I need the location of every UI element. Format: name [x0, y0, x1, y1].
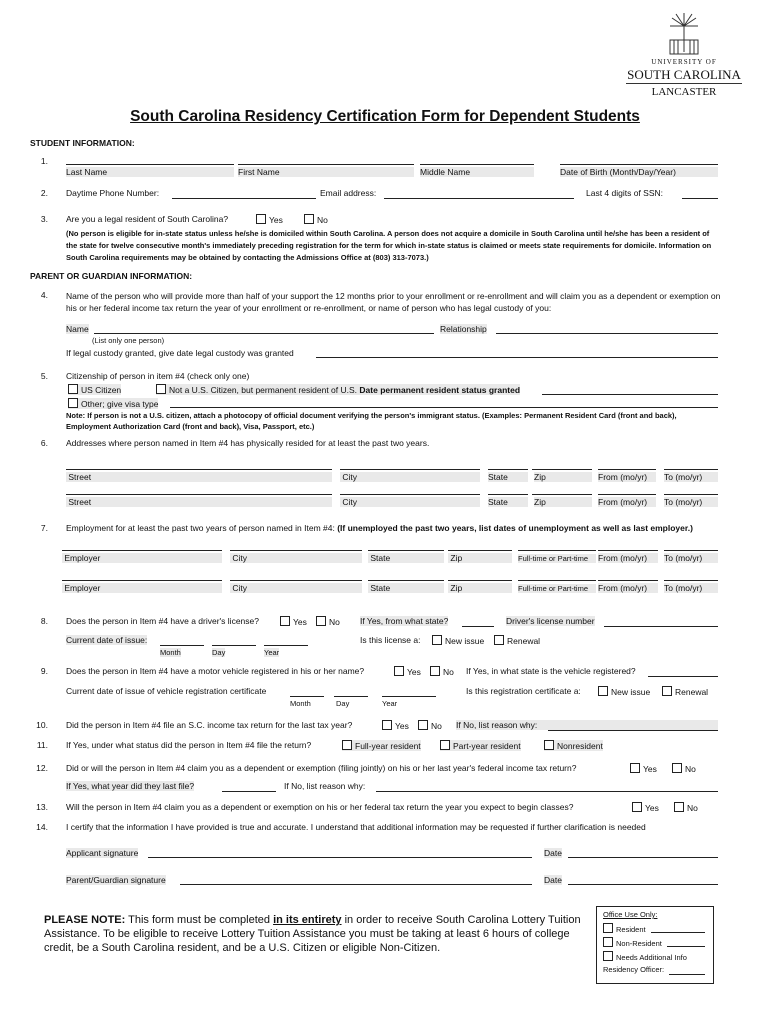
- q9-yes[interactable]: [394, 666, 421, 677]
- dob-label: Date of Birth (Month/Day/Year): [560, 167, 718, 177]
- item-number: 6.: [40, 438, 48, 448]
- street-label: [66, 472, 332, 482]
- email-label: Email address:: [320, 188, 377, 198]
- other-visa-label: Other; give visa type: [81, 399, 159, 409]
- license-renewal[interactable]: [494, 635, 540, 646]
- street-field[interactable]: [66, 469, 332, 470]
- reason-field[interactable]: [548, 730, 718, 731]
- checkbox-icon[interactable]: [316, 616, 326, 626]
- full-year-label: Full-year resident: [355, 741, 421, 751]
- q12-yes[interactable]: [630, 763, 657, 774]
- to-label: To (mo/yr): [664, 583, 718, 593]
- day-label: Day: [212, 648, 226, 657]
- state-field[interactable]: [368, 550, 444, 551]
- zip-field[interactable]: [532, 494, 592, 495]
- checkbox-icon[interactable]: [382, 720, 392, 730]
- q13-no[interactable]: [674, 802, 698, 813]
- footer-entirety: in its entirety: [273, 914, 342, 926]
- us-citizen-option[interactable]: [68, 384, 121, 395]
- fulltime-label: Full-time or Part-time: [518, 554, 596, 563]
- q12-text: Did or will the person in Item #4 claim you as a dependent or exemption (filing jointly) on his or her last year's federal income tax return?: [66, 763, 577, 773]
- street-field[interactable]: [66, 494, 332, 495]
- office-needs-info-label: Needs Additional Info: [616, 953, 687, 962]
- custody-date-field[interactable]: [316, 357, 718, 358]
- q13-yes[interactable]: [632, 802, 659, 813]
- q12-no[interactable]: [672, 763, 696, 774]
- q5-text: Citizenship of person in item #4 (check only one): [66, 371, 250, 381]
- q6-text: Addresses where person named in Item #4 has physically resided for at least the past two years.: [66, 438, 430, 448]
- nonresident-option[interactable]: [544, 740, 603, 751]
- q11-text: If Yes, under what status did the person in Item #4 file the return?: [66, 740, 312, 750]
- to-label: To (mo/yr): [664, 497, 718, 507]
- day-field[interactable]: [334, 696, 368, 697]
- no-label: No: [685, 764, 696, 774]
- parent-date-field[interactable]: [568, 884, 718, 885]
- dl-number-label: Driver's license number: [506, 616, 595, 626]
- is-license-label: Is this license a:: [360, 635, 421, 645]
- checkbox-icon[interactable]: [68, 384, 78, 394]
- no-label: No: [443, 667, 454, 677]
- month-field[interactable]: [290, 696, 324, 697]
- checkbox-icon[interactable]: [394, 666, 404, 676]
- renewal-label: Renewal: [675, 687, 709, 697]
- item-number: 14.: [36, 822, 48, 832]
- checkbox-icon[interactable]: [603, 937, 613, 947]
- checkbox-icon[interactable]: [494, 635, 504, 645]
- part-year-label: Part-year resident: [453, 741, 521, 751]
- state-field[interactable]: [368, 580, 444, 581]
- reg-new[interactable]: [598, 686, 650, 697]
- phone-label: Daytime Phone Number:: [66, 188, 160, 198]
- item-number: 13.: [36, 802, 48, 812]
- city-label: [340, 472, 480, 482]
- no-label: No: [317, 215, 328, 225]
- ssn-label: Last 4 digits of SSN:: [586, 188, 664, 198]
- city-field[interactable]: [340, 494, 480, 495]
- to-label: To (mo/yr): [664, 472, 718, 482]
- yes-label: Yes: [293, 617, 307, 627]
- q10-text: Did the person in Item #4 file an S.C. income tax return for the last tax year?: [66, 720, 353, 730]
- yes-label: Yes: [645, 803, 659, 813]
- cur-reg-label: Current date of issue of vehicle registration certificate: [66, 686, 267, 696]
- relationship-label: Relationship: [440, 324, 487, 334]
- note5: Note: If person is not a U.S. citizen, attach a photocopy of official document verifying the person's immigrant status. (Examples: Permanent Resident Card (front and back), Employment Authorization Card (front and back), Visa, Passport, etc.): [66, 411, 677, 431]
- from-field[interactable]: [598, 469, 656, 470]
- university-logo: [614, 12, 754, 102]
- logo-divider: [626, 83, 742, 84]
- vehicle-state-field[interactable]: [648, 676, 718, 677]
- state-field[interactable]: [488, 494, 528, 495]
- zip-field[interactable]: [448, 550, 512, 551]
- item-number: 4.: [40, 290, 48, 300]
- name-label: Name: [66, 324, 89, 334]
- email-field[interactable]: [384, 198, 574, 199]
- from-label: From (mo/yr): [598, 472, 656, 482]
- month-label: Month: [290, 699, 311, 708]
- year-field[interactable]: [382, 696, 436, 697]
- if-no-reason2-label: If No, list reason why:: [284, 781, 366, 791]
- checkbox-icon[interactable]: [156, 384, 166, 394]
- visa-type-field[interactable]: [170, 407, 718, 408]
- palmetto-tree-icon: [664, 12, 704, 56]
- yes-label: Yes: [407, 667, 421, 677]
- month-label: Month: [160, 648, 181, 657]
- state-label: [368, 553, 444, 563]
- q9-text: Does the person in Item #4 have a motor vehicle registered in his or her name?: [66, 666, 365, 676]
- q9-no[interactable]: [430, 666, 454, 677]
- city-label: [230, 553, 362, 563]
- applicant-date-field[interactable]: [568, 857, 718, 858]
- relationship-field[interactable]: [496, 333, 718, 334]
- logo-line1: UNIVERSITY OF: [651, 58, 717, 66]
- no-label: No: [687, 803, 698, 813]
- q8-yes[interactable]: [280, 616, 307, 627]
- item-number: 3.: [40, 214, 48, 224]
- parent-name-field[interactable]: [94, 333, 434, 334]
- office-needs-info[interactable]: [603, 951, 687, 962]
- student-header: STUDENT INFORMATION:: [30, 138, 135, 148]
- no-label: No: [329, 617, 340, 627]
- ssn-field[interactable]: [682, 198, 718, 199]
- resident-yes[interactable]: [256, 214, 283, 225]
- from-label: From (mo/yr): [598, 497, 656, 507]
- checkbox-icon[interactable]: [598, 686, 608, 696]
- day-field[interactable]: [212, 645, 256, 646]
- nonresident-label: Nonresident: [557, 741, 603, 751]
- from-field[interactable]: [598, 494, 656, 495]
- parent-header: PARENT OR GUARDIAN INFORMATION:: [30, 271, 193, 281]
- cur-issue-label: Current date of issue:: [66, 635, 148, 645]
- checkbox-icon[interactable]: [544, 740, 554, 750]
- if-yes-state-label: If Yes, from what state?: [360, 616, 449, 626]
- q14-text: I certify that the information I have provided is true and accurate. I understand that additional information may be requested if further clarification is needed: [66, 822, 646, 832]
- from-field[interactable]: [598, 550, 658, 551]
- reason2-field[interactable]: [376, 791, 718, 792]
- checkbox-icon[interactable]: [68, 398, 78, 408]
- to-field[interactable]: [664, 494, 718, 495]
- city-label: [230, 583, 362, 593]
- checkbox-icon[interactable]: [256, 214, 266, 224]
- employer-text: Employer: [64, 583, 101, 593]
- applicant-signature-field[interactable]: [148, 857, 532, 858]
- city-text: City: [232, 553, 248, 563]
- perm-date-field[interactable]: [542, 394, 718, 395]
- if-no-reason-label: If No, list reason why:: [456, 720, 718, 730]
- dl-number-field[interactable]: [604, 626, 718, 627]
- state-field[interactable]: [488, 469, 528, 470]
- vehicle-state-label: If Yes, in what state is the vehicle registered?: [466, 666, 636, 676]
- checkbox-icon[interactable]: [632, 802, 642, 812]
- office-officer-field[interactable]: [669, 974, 705, 975]
- zip-label: [448, 583, 512, 593]
- item-number: 9.: [40, 666, 48, 676]
- q4-text: Name of the person who will provide more than half of your support the 12 months prior to your enrollment or re-enrollment and will claim you as a dependent or exemption on his or her federal income tax return the year of your enrollment or re-enrollment, or name of person who has legal custody of you:: [66, 291, 721, 313]
- dl-state-field[interactable]: [462, 626, 494, 627]
- item-number: 11.: [36, 740, 48, 750]
- item-number: 5.: [40, 371, 48, 381]
- last-name-label: Last Name: [66, 167, 234, 177]
- office-officer-label: Residency Officer:: [603, 965, 665, 974]
- zip-label: Zip: [534, 497, 592, 507]
- last-name-field[interactable]: [66, 164, 234, 165]
- q10-no[interactable]: [418, 720, 442, 731]
- state-label: State: [488, 497, 528, 507]
- state-text: State: [370, 583, 391, 593]
- yes-label: Yes: [643, 764, 657, 774]
- employer-field[interactable]: [62, 550, 222, 551]
- phone-field[interactable]: [172, 198, 316, 199]
- q7-text: [66, 523, 726, 533]
- checkbox-icon[interactable]: [630, 763, 640, 773]
- checkbox-icon[interactable]: [418, 720, 428, 730]
- from-label: From (mo/yr): [598, 553, 658, 563]
- parent-signature-field[interactable]: [180, 884, 532, 885]
- city-label: [340, 497, 480, 507]
- dob-field[interactable]: [560, 164, 718, 165]
- middle-name-field[interactable]: [420, 164, 534, 165]
- checkbox-icon[interactable]: [304, 214, 314, 224]
- employer-label: [62, 553, 222, 563]
- year-field[interactable]: [264, 645, 308, 646]
- resident-question: Are you a legal resident of South Carolina?: [66, 214, 229, 224]
- date-label: Date: [544, 875, 562, 885]
- city-field[interactable]: [230, 550, 362, 551]
- office-resident-field[interactable]: [651, 932, 705, 933]
- list-one-note: (List only one person): [92, 336, 165, 345]
- zip-label: Zip: [534, 472, 592, 482]
- logo-line3: LANCASTER: [651, 86, 717, 98]
- street-text: Street: [68, 472, 92, 482]
- day-label: Day: [336, 699, 350, 708]
- q10-yes[interactable]: [382, 720, 409, 731]
- from-field[interactable]: [598, 580, 658, 581]
- q7b: (If unemployed the past two years, list dates of unemployment as well as last employer.): [337, 523, 693, 533]
- zip-field[interactable]: [448, 580, 512, 581]
- renewal-label: Renewal: [507, 636, 541, 646]
- other-visa-option[interactable]: [68, 398, 158, 409]
- year-label: Year: [264, 648, 280, 657]
- first-name-label: First Name: [238, 167, 414, 177]
- zip-field[interactable]: [532, 469, 592, 470]
- middle-name-label: Middle Name: [420, 167, 534, 177]
- q7a: Employment for at least the past two years of person named in Item #4:: [66, 523, 335, 533]
- from-label: From (mo/yr): [598, 583, 658, 593]
- item-number: 12.: [36, 763, 48, 773]
- page-title: South Carolina Residency Certification Form for Dependent Students: [130, 108, 640, 125]
- reg-renewal[interactable]: [662, 686, 708, 697]
- office-nonresident[interactable]: [603, 937, 662, 948]
- q13-text: Will the person in Item #4 claim you as a dependent or exemption on his or her federal tax return the year you expect to begin classes?: [66, 802, 574, 812]
- city-text: City: [342, 497, 358, 507]
- state-label: [368, 583, 444, 593]
- q8-text: Does the person in Item #4 have a driver's license?: [66, 616, 259, 626]
- item-number: 10.: [36, 720, 48, 730]
- full-year-option[interactable]: [342, 740, 421, 751]
- employer-text: Employer: [64, 553, 101, 563]
- checkbox-icon[interactable]: [603, 923, 613, 933]
- license-new[interactable]: [432, 635, 484, 646]
- office-nonresident-field[interactable]: [667, 946, 705, 947]
- is-reg-label: Is this registration certificate a:: [466, 686, 581, 696]
- resident-note: (No person is eligible for in-state status unless he/she is domiciled within South Carolina. A person does not acquire a domicile in South Carolina until he/she has been a resident of the state for twelve consecutive month's immediately preceding registration for the term for which in-state status is claimed or meets state requirements for domicile. Information on South Carolina requirements may be obtained by contacting the Admissions Office at (803) 313-7073.): [66, 229, 712, 262]
- checkbox-icon[interactable]: [432, 635, 442, 645]
- last-file-year-field[interactable]: [222, 791, 276, 792]
- street-label: [66, 497, 332, 507]
- first-name-field[interactable]: [238, 164, 414, 165]
- to-field[interactable]: [664, 550, 718, 551]
- please-note-label: PLEASE NOTE:: [44, 914, 126, 926]
- item-number: 7.: [40, 523, 48, 533]
- checkbox-icon[interactable]: [280, 616, 290, 626]
- q8-no[interactable]: [316, 616, 340, 627]
- to-label: To (mo/yr): [664, 553, 718, 563]
- state-text: State: [370, 553, 391, 563]
- city-field[interactable]: [230, 580, 362, 581]
- perm-resident-label: Not a U.S. Citizen, but permanent resident of U.S.: [169, 385, 358, 395]
- to-field[interactable]: [664, 580, 718, 581]
- footer-text2: in order to receive South Carolina Lottery Tuition Assistance. To be eligible to receive Lottery Tuition Assistance you must be taking at least 6 hours of college credit, be a South Carolina resident, and be a U.S. Citizen or eligible Non-Citizen.: [44, 914, 581, 954]
- footer-text1: This form must be completed: [128, 914, 270, 926]
- zip-label: [448, 553, 512, 563]
- custody-label: If legal custody granted, give date legal custody was granted: [66, 348, 294, 358]
- office-nonresident-label: Non-Resident: [616, 939, 662, 948]
- checkbox-icon[interactable]: [672, 763, 682, 773]
- perm-date-label: Date permanent resident status granted: [359, 385, 521, 395]
- office-resident[interactable]: [603, 923, 646, 934]
- city-text: City: [232, 583, 248, 593]
- checkbox-icon[interactable]: [430, 666, 440, 676]
- office-use-title: Office Use Only:: [603, 910, 658, 919]
- item-number: 2.: [40, 188, 48, 198]
- office-resident-label: Resident: [616, 925, 646, 934]
- us-citizen-label: US Citizen: [81, 385, 122, 395]
- if-yes-year-label: If Yes, what year did they last file?: [66, 781, 195, 791]
- part-year-option[interactable]: [440, 740, 521, 751]
- please-note: [44, 913, 590, 955]
- checkbox-icon[interactable]: [440, 740, 450, 750]
- state-label: State: [488, 472, 528, 482]
- new-issue-label: New issue: [611, 687, 651, 697]
- checkbox-icon[interactable]: [342, 740, 352, 750]
- checkbox-icon[interactable]: [603, 951, 613, 961]
- employer-field[interactable]: [62, 580, 222, 581]
- checkbox-icon[interactable]: [662, 686, 672, 696]
- no-label: No: [431, 721, 442, 731]
- new-issue-label: New issue: [445, 636, 485, 646]
- zip-text: Zip: [450, 583, 463, 593]
- fulltime-field[interactable]: [518, 550, 596, 551]
- month-field[interactable]: [160, 645, 204, 646]
- city-field[interactable]: [340, 469, 480, 470]
- city-text: City: [342, 472, 358, 482]
- employer-label: [62, 583, 222, 593]
- fulltime-field[interactable]: [518, 580, 596, 581]
- item-number: 1.: [40, 156, 48, 166]
- resident-no[interactable]: [304, 214, 328, 225]
- year-label: Year: [382, 699, 398, 708]
- app-sig-label: Applicant signature: [66, 848, 139, 858]
- yes-label: Yes: [395, 721, 409, 731]
- checkbox-icon[interactable]: [674, 802, 684, 812]
- office-use-box: [596, 906, 714, 984]
- yes-label: Yes: [269, 215, 283, 225]
- perm-resident-option[interactable]: [156, 384, 520, 395]
- street-text: Street: [68, 497, 92, 507]
- date-label: Date: [544, 848, 562, 858]
- zip-text: Zip: [450, 553, 463, 563]
- to-field[interactable]: [664, 469, 718, 470]
- item-number: 8.: [40, 616, 48, 626]
- fulltime-label: Full-time or Part-time: [518, 584, 596, 593]
- parent-sig-label: Parent/Guardian signature: [66, 875, 166, 885]
- logo-line2: SOUTH CAROLINA: [627, 67, 741, 82]
